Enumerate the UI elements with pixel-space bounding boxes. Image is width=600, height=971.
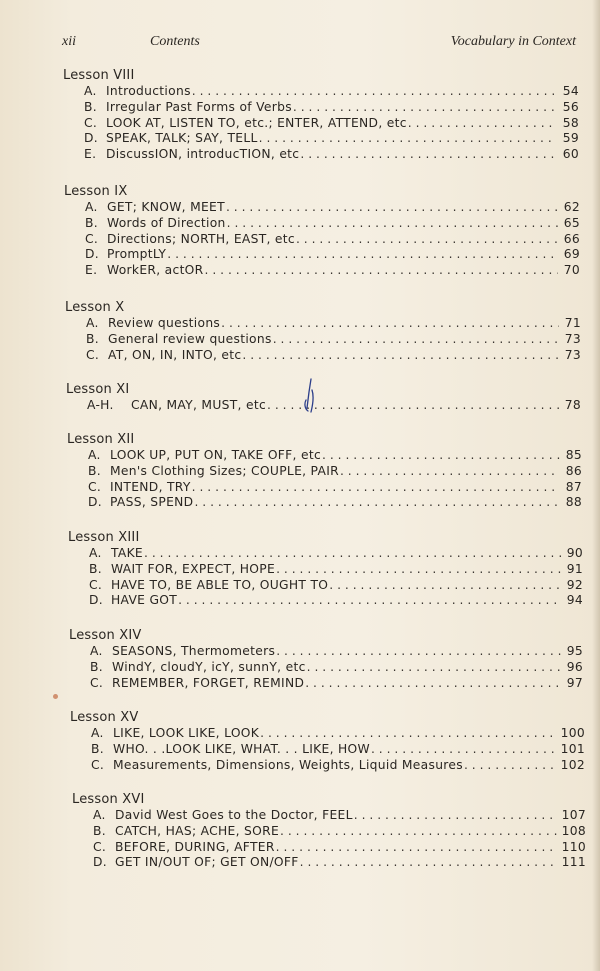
toc-entry bbox=[88, 464, 582, 480]
toc-entry bbox=[90, 660, 583, 676]
dot-leader bbox=[273, 332, 559, 348]
entry-page: 85 bbox=[565, 448, 582, 462]
dot-leader bbox=[293, 100, 557, 116]
dot-leader bbox=[300, 147, 557, 163]
entry-letter: C. bbox=[84, 115, 98, 130]
entry-text: DiscussION, introducTION, etc bbox=[106, 147, 300, 162]
entry-text: WindY, cloudY, icY, sunnY, etc bbox=[112, 659, 306, 674]
entry-text: Men's Clothing Sizes; COUPLE, PAIR bbox=[110, 463, 339, 478]
entry-letter: C. bbox=[91, 757, 105, 772]
toc-entry bbox=[86, 332, 581, 348]
toc-entry bbox=[85, 247, 580, 263]
dot-leader bbox=[276, 562, 561, 578]
lesson-xi bbox=[66, 382, 581, 414]
toc-entry bbox=[88, 495, 582, 511]
toc-entry bbox=[91, 742, 585, 758]
entry-letter: B. bbox=[89, 561, 102, 576]
entry-page: 71 bbox=[564, 316, 581, 330]
entry-page: 102 bbox=[560, 757, 585, 772]
entry-text: HAVE GOT bbox=[111, 593, 178, 608]
entry-text: REMEMBER, FORGET, REMIND bbox=[112, 675, 305, 690]
entry-letter: D. bbox=[89, 593, 103, 608]
dot-leader bbox=[260, 726, 556, 742]
toc-entry bbox=[91, 758, 585, 774]
toc-entry bbox=[93, 824, 586, 840]
entry-text: HAVE TO, BE ABLE TO, OUGHT TO bbox=[111, 577, 329, 592]
toc-entry bbox=[91, 726, 585, 742]
entry-page: 66 bbox=[563, 231, 580, 246]
toc-entry bbox=[93, 808, 586, 824]
toc-entry bbox=[85, 232, 580, 248]
entry-page: 111 bbox=[561, 855, 586, 870]
dot-leader bbox=[354, 808, 558, 824]
entry-letter: C. bbox=[89, 577, 103, 592]
toc-entry bbox=[84, 116, 579, 132]
toc-entry bbox=[88, 480, 582, 496]
entry-letter: A-H. bbox=[87, 398, 114, 412]
entry-page: 88 bbox=[565, 495, 582, 510]
entry-page: 91 bbox=[566, 561, 583, 576]
entry-letter: C. bbox=[85, 231, 99, 246]
entry-text: GET IN/OUT OF; GET ON/OFF bbox=[115, 855, 299, 870]
entry-letter: C. bbox=[90, 675, 104, 690]
entry-text: LOOK UP, PUT ON, TAKE OFF, etc bbox=[110, 448, 322, 462]
dot-leader bbox=[178, 593, 561, 609]
entry-text: CAN, MAY, MUST, etc bbox=[131, 398, 267, 412]
entry-letter: D. bbox=[93, 855, 107, 870]
toc-entry bbox=[85, 200, 580, 216]
entry-page: 96 bbox=[566, 659, 583, 674]
entry-text: CATCH, HAS; ACHE, SORE bbox=[115, 823, 280, 838]
dot-leader bbox=[226, 200, 558, 216]
entry-text: Review questions bbox=[108, 316, 221, 330]
entry-text: WorkER, actOR bbox=[107, 263, 204, 278]
toc-entry bbox=[85, 216, 580, 232]
entry-text: WAIT FOR, EXPECT, HOPE bbox=[111, 561, 276, 576]
stain-mark bbox=[53, 694, 58, 699]
entry-letter: C. bbox=[93, 839, 107, 854]
dot-leader bbox=[408, 116, 557, 132]
toc-entry bbox=[85, 263, 580, 279]
lesson-title: Lesson X bbox=[65, 300, 125, 315]
dot-leader bbox=[192, 84, 557, 100]
entry-page: 70 bbox=[563, 263, 580, 278]
entry-text: TAKE bbox=[111, 546, 144, 560]
lesson-title: Lesson XII bbox=[67, 432, 135, 447]
entry-page: 73 bbox=[564, 347, 581, 362]
entry-page: 97 bbox=[566, 675, 583, 690]
lesson-title: Lesson XVI bbox=[72, 792, 145, 807]
entry-page: 62 bbox=[563, 200, 580, 214]
dot-leader bbox=[322, 448, 560, 464]
entry-page: 110 bbox=[561, 839, 586, 854]
entry-text: WHO. . .LOOK LIKE, WHAT. . . LIKE, HOW bbox=[113, 741, 370, 756]
lesson-xiv bbox=[69, 628, 583, 691]
dot-leader bbox=[192, 480, 560, 496]
entry-text: Words of Direction bbox=[107, 215, 226, 230]
entry-letter: B. bbox=[90, 659, 103, 674]
lesson-xiii bbox=[68, 530, 583, 609]
lesson-x bbox=[65, 300, 581, 363]
dot-leader bbox=[300, 855, 558, 871]
entry-text: INTEND, TRY bbox=[110, 479, 191, 494]
entry-page: 73 bbox=[564, 331, 581, 346]
entry-letter: A. bbox=[89, 546, 102, 560]
toc-entry bbox=[86, 316, 581, 332]
entry-letter: A. bbox=[90, 644, 103, 658]
entry-text: Introductions bbox=[106, 84, 191, 98]
entry-page: 90 bbox=[566, 546, 583, 560]
dot-leader bbox=[305, 676, 561, 692]
entry-text: Directions; NORTH, EAST, etc bbox=[107, 231, 295, 246]
toc-entry bbox=[87, 398, 581, 414]
entry-letter: D. bbox=[88, 495, 102, 510]
lesson-title: Lesson IX bbox=[64, 184, 128, 199]
entry-letter: D. bbox=[85, 247, 99, 262]
entry-letter: A. bbox=[84, 84, 97, 98]
entry-page: 86 bbox=[565, 463, 582, 478]
lesson-title: Lesson XIV bbox=[69, 628, 142, 643]
entry-text: David West Goes to the Doctor, FEEL bbox=[115, 808, 353, 822]
entry-page: 54 bbox=[562, 84, 579, 98]
entry-letter: C. bbox=[88, 479, 102, 494]
entry-page: 69 bbox=[563, 247, 580, 262]
toc-entry bbox=[86, 348, 581, 364]
lesson-viii bbox=[63, 68, 579, 163]
entry-page: 108 bbox=[561, 823, 586, 838]
entry-text: LIKE, LOOK LIKE, LOOK bbox=[113, 726, 260, 740]
toc-entry bbox=[88, 448, 582, 464]
lesson-xii bbox=[67, 432, 582, 511]
entry-letter: A. bbox=[93, 808, 106, 822]
entry-letter: B. bbox=[91, 741, 104, 756]
entry-letter: B. bbox=[84, 99, 97, 114]
entry-letter: C. bbox=[86, 347, 100, 362]
entry-letter: B. bbox=[88, 463, 101, 478]
dot-leader bbox=[329, 578, 561, 594]
dot-leader bbox=[227, 216, 558, 232]
entry-page: 87 bbox=[565, 479, 582, 494]
entry-text: SPEAK, TALK; SAY, TELL bbox=[106, 131, 258, 146]
dot-leader bbox=[242, 348, 559, 364]
entry-letter: B. bbox=[85, 215, 98, 230]
toc-entry bbox=[84, 100, 579, 116]
entry-letter: E. bbox=[85, 263, 98, 278]
toc-entry bbox=[89, 546, 583, 562]
toc-entry bbox=[89, 578, 583, 594]
lesson-title: Lesson XV bbox=[70, 710, 139, 725]
dot-leader bbox=[307, 660, 561, 676]
lesson-title: Lesson XIII bbox=[68, 530, 140, 545]
entry-page: 94 bbox=[566, 593, 583, 608]
entry-page: 56 bbox=[562, 99, 579, 114]
entry-text: Measurements, Dimensions, Weights, Liquid Measures bbox=[113, 757, 463, 772]
dot-leader bbox=[205, 263, 558, 279]
toc-entry bbox=[84, 131, 579, 147]
entry-text: Irregular Past Forms of Verbs bbox=[106, 99, 292, 114]
entry-text: PromptLY bbox=[107, 247, 167, 262]
entry-page: 107 bbox=[561, 808, 586, 822]
dot-leader bbox=[276, 840, 558, 856]
toc-entry bbox=[93, 840, 586, 856]
entry-text: BEFORE, DURING, AFTER bbox=[115, 839, 275, 854]
entry-text: General review questions bbox=[108, 331, 272, 346]
entry-page: 92 bbox=[566, 577, 583, 592]
entry-page: 101 bbox=[560, 741, 585, 756]
entry-page: 78 bbox=[564, 398, 581, 412]
entry-letter: B. bbox=[93, 823, 106, 838]
entry-text: AT, ON, IN, INTO, etc bbox=[108, 347, 242, 362]
toc-entry bbox=[84, 84, 579, 100]
dot-leader bbox=[280, 824, 558, 840]
dot-leader bbox=[296, 232, 558, 248]
dot-leader bbox=[144, 546, 561, 562]
entry-letter: A. bbox=[91, 726, 104, 740]
toc-entry bbox=[84, 147, 579, 163]
entry-text: LOOK AT, LISTEN TO, etc.; ENTER, ATTEND, etc bbox=[106, 115, 407, 130]
entry-page: 59 bbox=[562, 131, 579, 146]
page-number: xii bbox=[62, 34, 76, 49]
entry-text: GET; KNOW, MEET bbox=[107, 200, 225, 214]
dot-leader bbox=[221, 316, 559, 332]
lesson-xv bbox=[70, 710, 585, 773]
entry-page: 100 bbox=[560, 726, 585, 740]
dot-leader bbox=[276, 644, 561, 660]
dot-leader bbox=[340, 464, 560, 480]
entry-text: SEASONS, Thermometers bbox=[112, 644, 276, 658]
book-title: Vocabulary in Context bbox=[450, 34, 576, 49]
entry-page: 60 bbox=[562, 147, 579, 162]
entry-page: 58 bbox=[562, 115, 579, 130]
entry-letter: D. bbox=[84, 131, 98, 146]
toc-entry bbox=[90, 644, 583, 660]
section-title: Contents bbox=[150, 34, 200, 49]
entry-text: PASS, SPEND bbox=[110, 495, 194, 510]
lesson-ix bbox=[64, 184, 580, 279]
entry-letter: B. bbox=[86, 331, 99, 346]
lesson-title: Lesson XI bbox=[66, 382, 130, 397]
dot-leader bbox=[464, 758, 557, 774]
dot-leader bbox=[167, 247, 558, 263]
pen-mark-icon bbox=[300, 378, 320, 414]
entry-letter: A. bbox=[86, 316, 99, 330]
dot-leader bbox=[371, 742, 557, 758]
toc-entry bbox=[89, 562, 583, 578]
toc-entry bbox=[89, 593, 583, 609]
dot-leader bbox=[194, 495, 560, 511]
dot-leader bbox=[259, 131, 557, 147]
entry-letter: A. bbox=[85, 200, 98, 214]
entry-page: 65 bbox=[563, 215, 580, 230]
entry-letter: A. bbox=[88, 448, 101, 462]
toc-entry bbox=[90, 676, 583, 692]
entry-letter: E. bbox=[84, 147, 97, 162]
lesson-xvi bbox=[72, 792, 586, 871]
entry-page: 95 bbox=[566, 644, 583, 658]
toc-entry bbox=[93, 855, 586, 871]
lesson-title: Lesson VIII bbox=[63, 68, 135, 83]
